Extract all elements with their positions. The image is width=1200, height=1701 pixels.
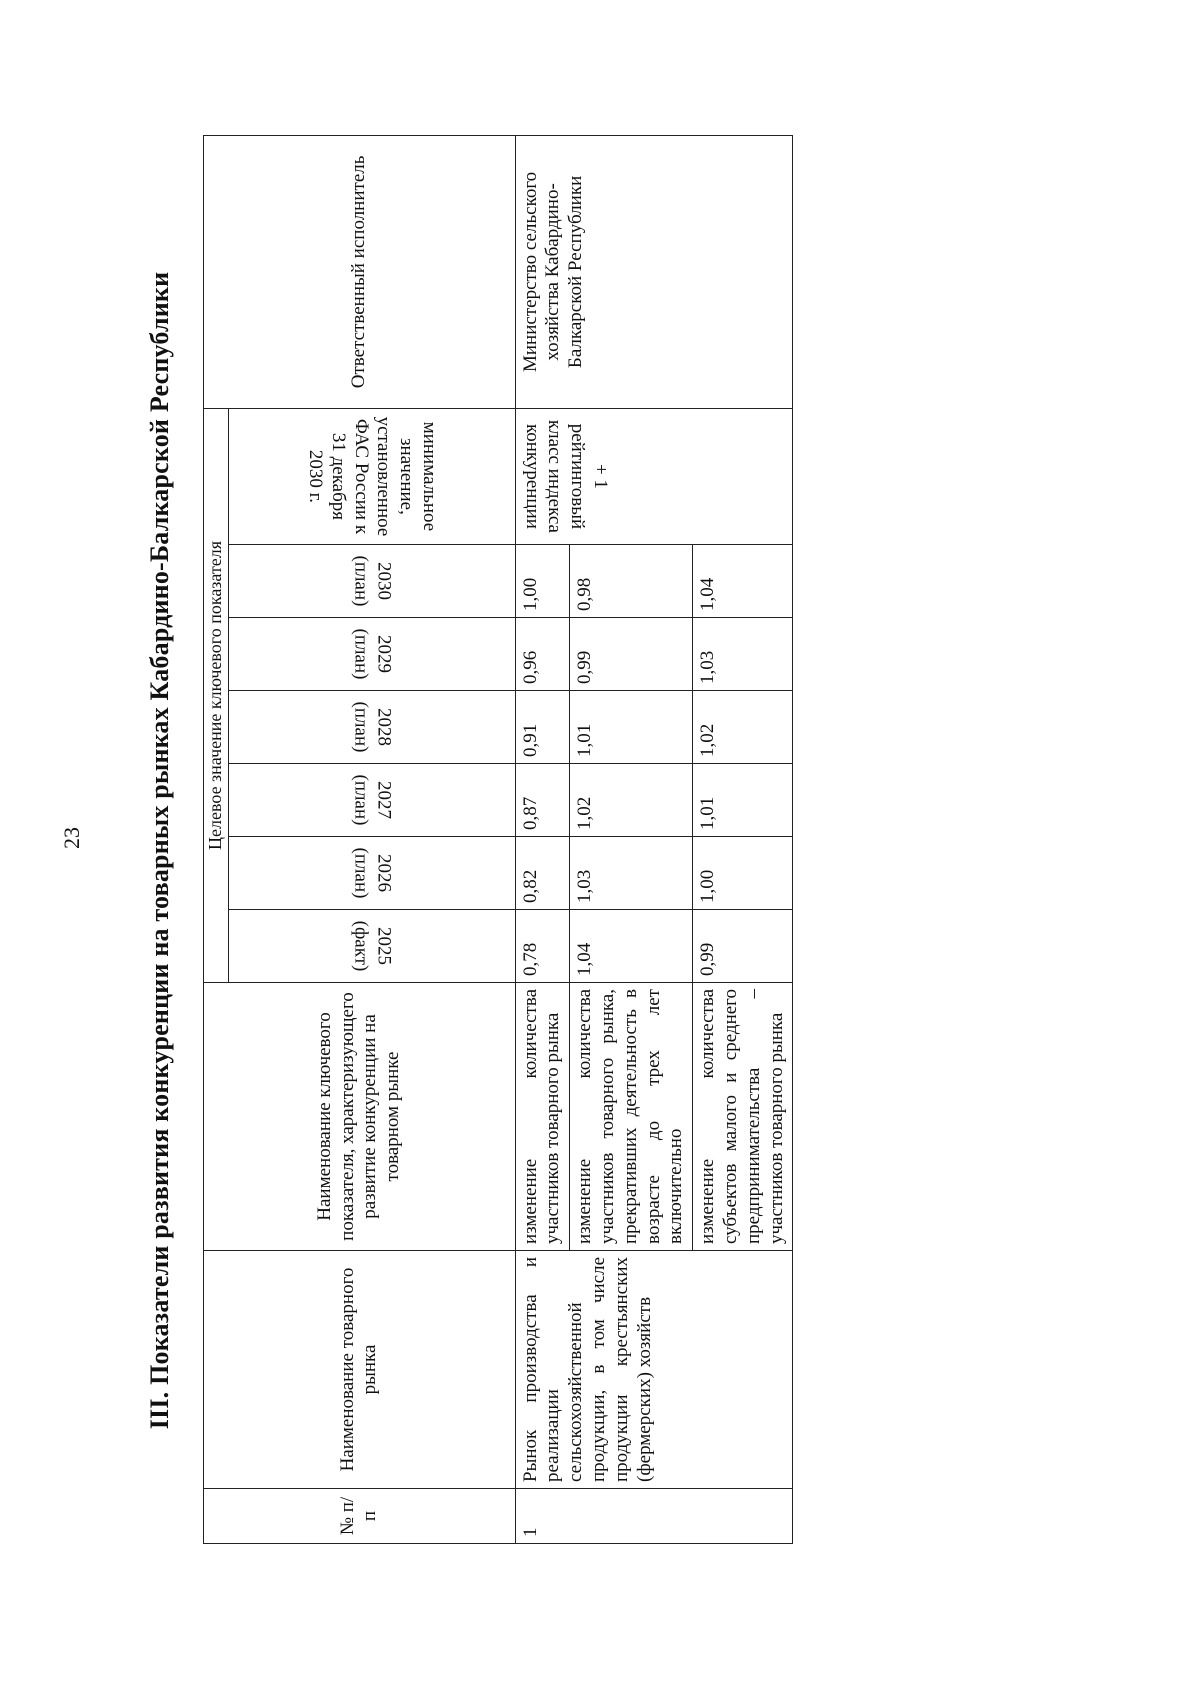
- value-2025: 1,04: [570, 910, 693, 983]
- market-name: Рынок производства и реализации сельскохозяйственной продукции, в том числе продукции крестьянских (фермерских) хозяйств: [515, 1251, 793, 1489]
- header-market: Наименование товарного рынка: [204, 1251, 516, 1489]
- value-2026: 1,00: [693, 837, 793, 910]
- header-year-2026: 2026 (план): [228, 837, 515, 910]
- header-target-group: Целевое значение ключевого показателя: [204, 408, 229, 982]
- header-num: № п/п: [204, 1489, 516, 1544]
- responsible-executor: Министерство сельского хозяйства Кабардино-Балкарской Республики: [515, 135, 793, 408]
- table-row: [515, 135, 570, 1543]
- header-year-2028: 2028 (план): [228, 691, 515, 764]
- header-indicator: Наименование ключевого показателя, характеризующего развитие конкуренции на товарном рынке: [204, 983, 516, 1251]
- indicators-table: [203, 135, 793, 1544]
- value-2029: 1,03: [693, 618, 793, 691]
- indicator-name: изменение количества участников товарного рынка: [515, 983, 570, 1251]
- page-number: 23: [59, 827, 84, 849]
- value-2030: 1,00: [515, 545, 570, 618]
- value-2028: 1,01: [570, 691, 693, 764]
- value-2030: 0,98: [570, 545, 693, 618]
- header-year-2027: 2027 (план): [228, 764, 515, 837]
- value-2029: 0,96: [515, 618, 570, 691]
- value-2027: 1,01: [693, 764, 793, 837]
- header-year-2030: 2030 (план): [228, 545, 515, 618]
- value-2026: 0,82: [515, 837, 570, 910]
- value-2029: 0,99: [570, 618, 693, 691]
- value-2030: 1,04: [693, 545, 793, 618]
- value-2027: 0,87: [515, 764, 570, 837]
- value-2025: 0,78: [515, 910, 570, 983]
- value-2025: 0,99: [693, 910, 793, 983]
- row-num: 1: [515, 1489, 793, 1544]
- value-2028: 0,91: [515, 691, 570, 764]
- indicator-name: изменение количества участников товарного рынка, прекративших деятельность в возрасте до трех лет включительно: [570, 983, 693, 1251]
- indicator-name: изменение количества субъектов малого и среднего предпринимательства – участников товарного рынка: [693, 983, 793, 1251]
- header-responsible: Ответственный исполнитель: [204, 135, 516, 408]
- min-value: + 1 рейтинговый класс индекса конкуренции: [515, 408, 793, 544]
- value-2028: 1,02: [693, 691, 793, 764]
- value-2027: 1,02: [570, 764, 693, 837]
- header-year-2029: 2029 (план): [228, 618, 515, 691]
- page-title: III. Показатели развития конкуренции на товарных рынках Кабардино-Балкарской Республики: [145, 271, 174, 1430]
- value-2026: 1,03: [570, 837, 693, 910]
- header-min-value: минимальное значение, установленное ФАС России к 31 декабря 2030 г.: [228, 408, 515, 544]
- header-year-2025: 2025 (факт): [228, 910, 515, 983]
